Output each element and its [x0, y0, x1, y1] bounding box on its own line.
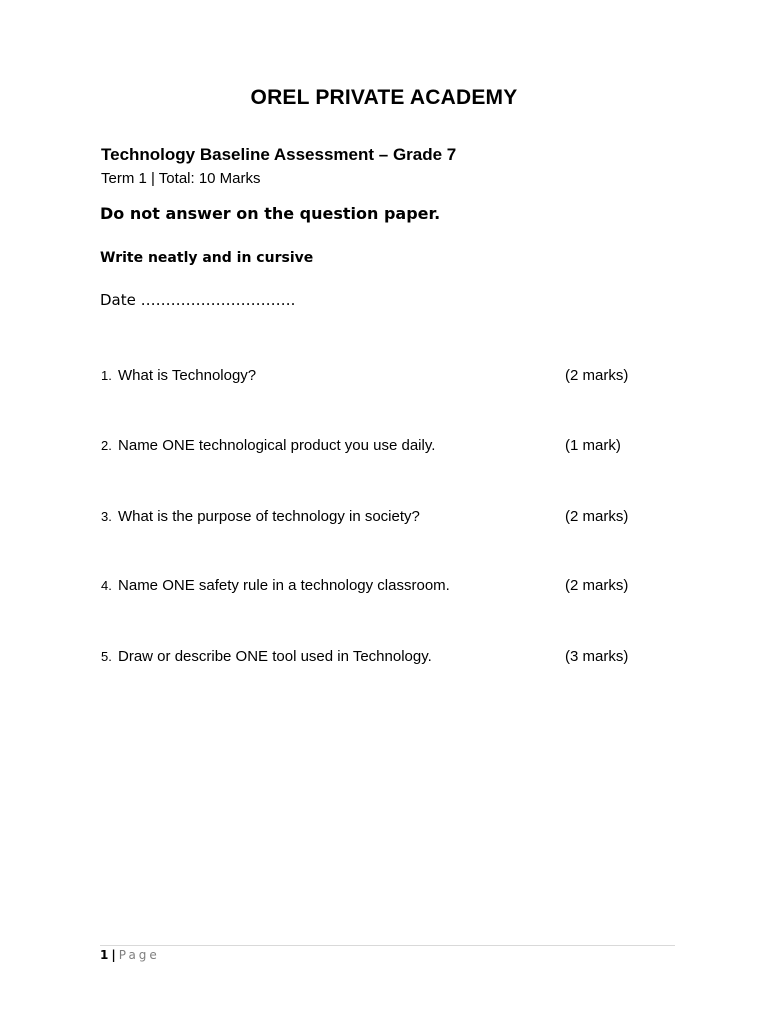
- date-line: Date ………………………….: [100, 291, 296, 309]
- question-number: 5.: [101, 649, 112, 664]
- question-marks: (3 marks): [565, 648, 629, 665]
- question-2: [101, 437, 661, 459]
- question-5: [101, 648, 661, 670]
- assessment-title: Technology Baseline Assessment – Grade 7: [101, 145, 457, 164]
- question-text: Draw or describe ONE tool used in Technology.: [118, 648, 432, 665]
- instruction-write-neatly: Write neatly and in cursive: [100, 250, 314, 266]
- question-1: [101, 367, 661, 389]
- question-number: 3.: [101, 509, 112, 524]
- question-marks: (2 marks): [565, 577, 629, 594]
- question-marks: (2 marks): [565, 367, 629, 384]
- question-number: 1.: [101, 368, 112, 383]
- instruction-no-answer: Do not answer on the question paper.: [100, 204, 441, 223]
- question-text: What is Technology?: [118, 367, 257, 384]
- question-3: [101, 508, 661, 530]
- footer-separator: |: [111, 948, 116, 962]
- term-total-line: Term 1 | Total: 10 Marks: [101, 170, 261, 187]
- question-text: Name ONE safety rule in a technology classroom.: [118, 577, 450, 594]
- page-number: 1: [100, 948, 109, 962]
- page-footer: [100, 948, 160, 962]
- page-label: Page: [118, 948, 160, 962]
- question-4: [101, 577, 661, 599]
- question-marks: (1 mark): [565, 437, 621, 454]
- footer-divider: [100, 945, 675, 946]
- question-text: What is the purpose of technology in society?: [118, 508, 420, 525]
- question-text: Name ONE technological product you use daily.: [118, 437, 436, 454]
- question-marks: (2 marks): [565, 508, 629, 525]
- question-number: 2.: [101, 438, 112, 453]
- question-number: 4.: [101, 578, 112, 593]
- school-name: OREL PRIVATE ACADEMY: [250, 86, 518, 109]
